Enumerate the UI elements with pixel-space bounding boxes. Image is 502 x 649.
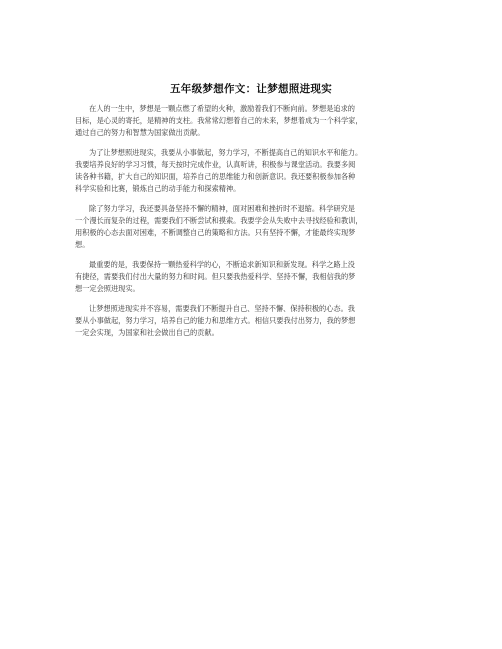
paragraph-2 — [75, 147, 435, 195]
paragraph-1 — [75, 103, 435, 139]
paragraph-line: 通过自己的努力和智慧为国家做出贡献。 — [75, 128, 205, 137]
document-title: 五年级梦想作文：让梦想照进现实 — [170, 83, 332, 95]
paragraph-line: 要从小事做起，努力学习，培养自己的能力和思维方式。相信只要我付出努力，我的梦想 — [75, 316, 356, 325]
paragraph-line: 我要培养良好的学习习惯，每天按时完成作业，认真听讲，积极参与课堂活动。我要多阅 — [75, 160, 356, 169]
paragraph-line: 想。 — [75, 240, 90, 249]
paragraph-line: 目标，是心灵的寄托，是精神的支柱。我常常幻想着自己的未来，梦想着成为一个科学家， — [75, 116, 363, 125]
paragraph-line: 用积极的心态去面对困难，不断调整自己的策略和方法。只有坚持不懈，才能最终实现梦 — [75, 228, 356, 237]
paragraph-line: 科学实验和比赛，锻炼自己的动手能力和探索精神。 — [75, 184, 241, 193]
paragraph-line: 一个漫长而复杂的过程，需要我们不断尝试和摸索。我要学会从失败中去寻找经验和教训， — [75, 216, 363, 225]
paragraph-5 — [75, 303, 435, 339]
document-body — [75, 103, 435, 347]
paragraph-line: 最重要的是，我要保持一颗热爱科学的心，不断追求新知识和新发现。科学之路上没 — [89, 260, 355, 269]
paragraph-line: 为了让梦想照进现实，我要从小事做起，努力学习，不断提高自己的知识水平和能力。 — [89, 148, 363, 157]
paragraph-line: 有捷径，需要我们付出大量的努力和时间。但只要我热爱科学、坚持不懈，我相信我的梦 — [75, 272, 356, 281]
paragraph-4 — [75, 259, 435, 295]
paragraph-line: 想一定会照进现实。 — [75, 284, 140, 293]
paragraph-line: 让梦想照进现实并不容易，需要我们不断提升自己、坚持不懈、保持积极的心态。我 — [89, 304, 355, 313]
paragraph-line: 读各种书籍，扩大自己的知识面，培养自己的思维能力和创新意识。我还要积极参加各种 — [75, 172, 356, 181]
paragraph-3 — [75, 203, 435, 251]
paragraph-line: 一定会实现，为国家和社会做出自己的贡献。 — [75, 328, 219, 337]
paragraph-line: 在人的一生中，梦想是一颗点燃了希望的火种，激励着我们不断向前。梦想是追求的 — [89, 104, 355, 113]
paragraph-line: 除了努力学习，我还要具备坚持不懈的精神，面对困难和挫折时不退缩。科学研究是 — [89, 204, 355, 213]
